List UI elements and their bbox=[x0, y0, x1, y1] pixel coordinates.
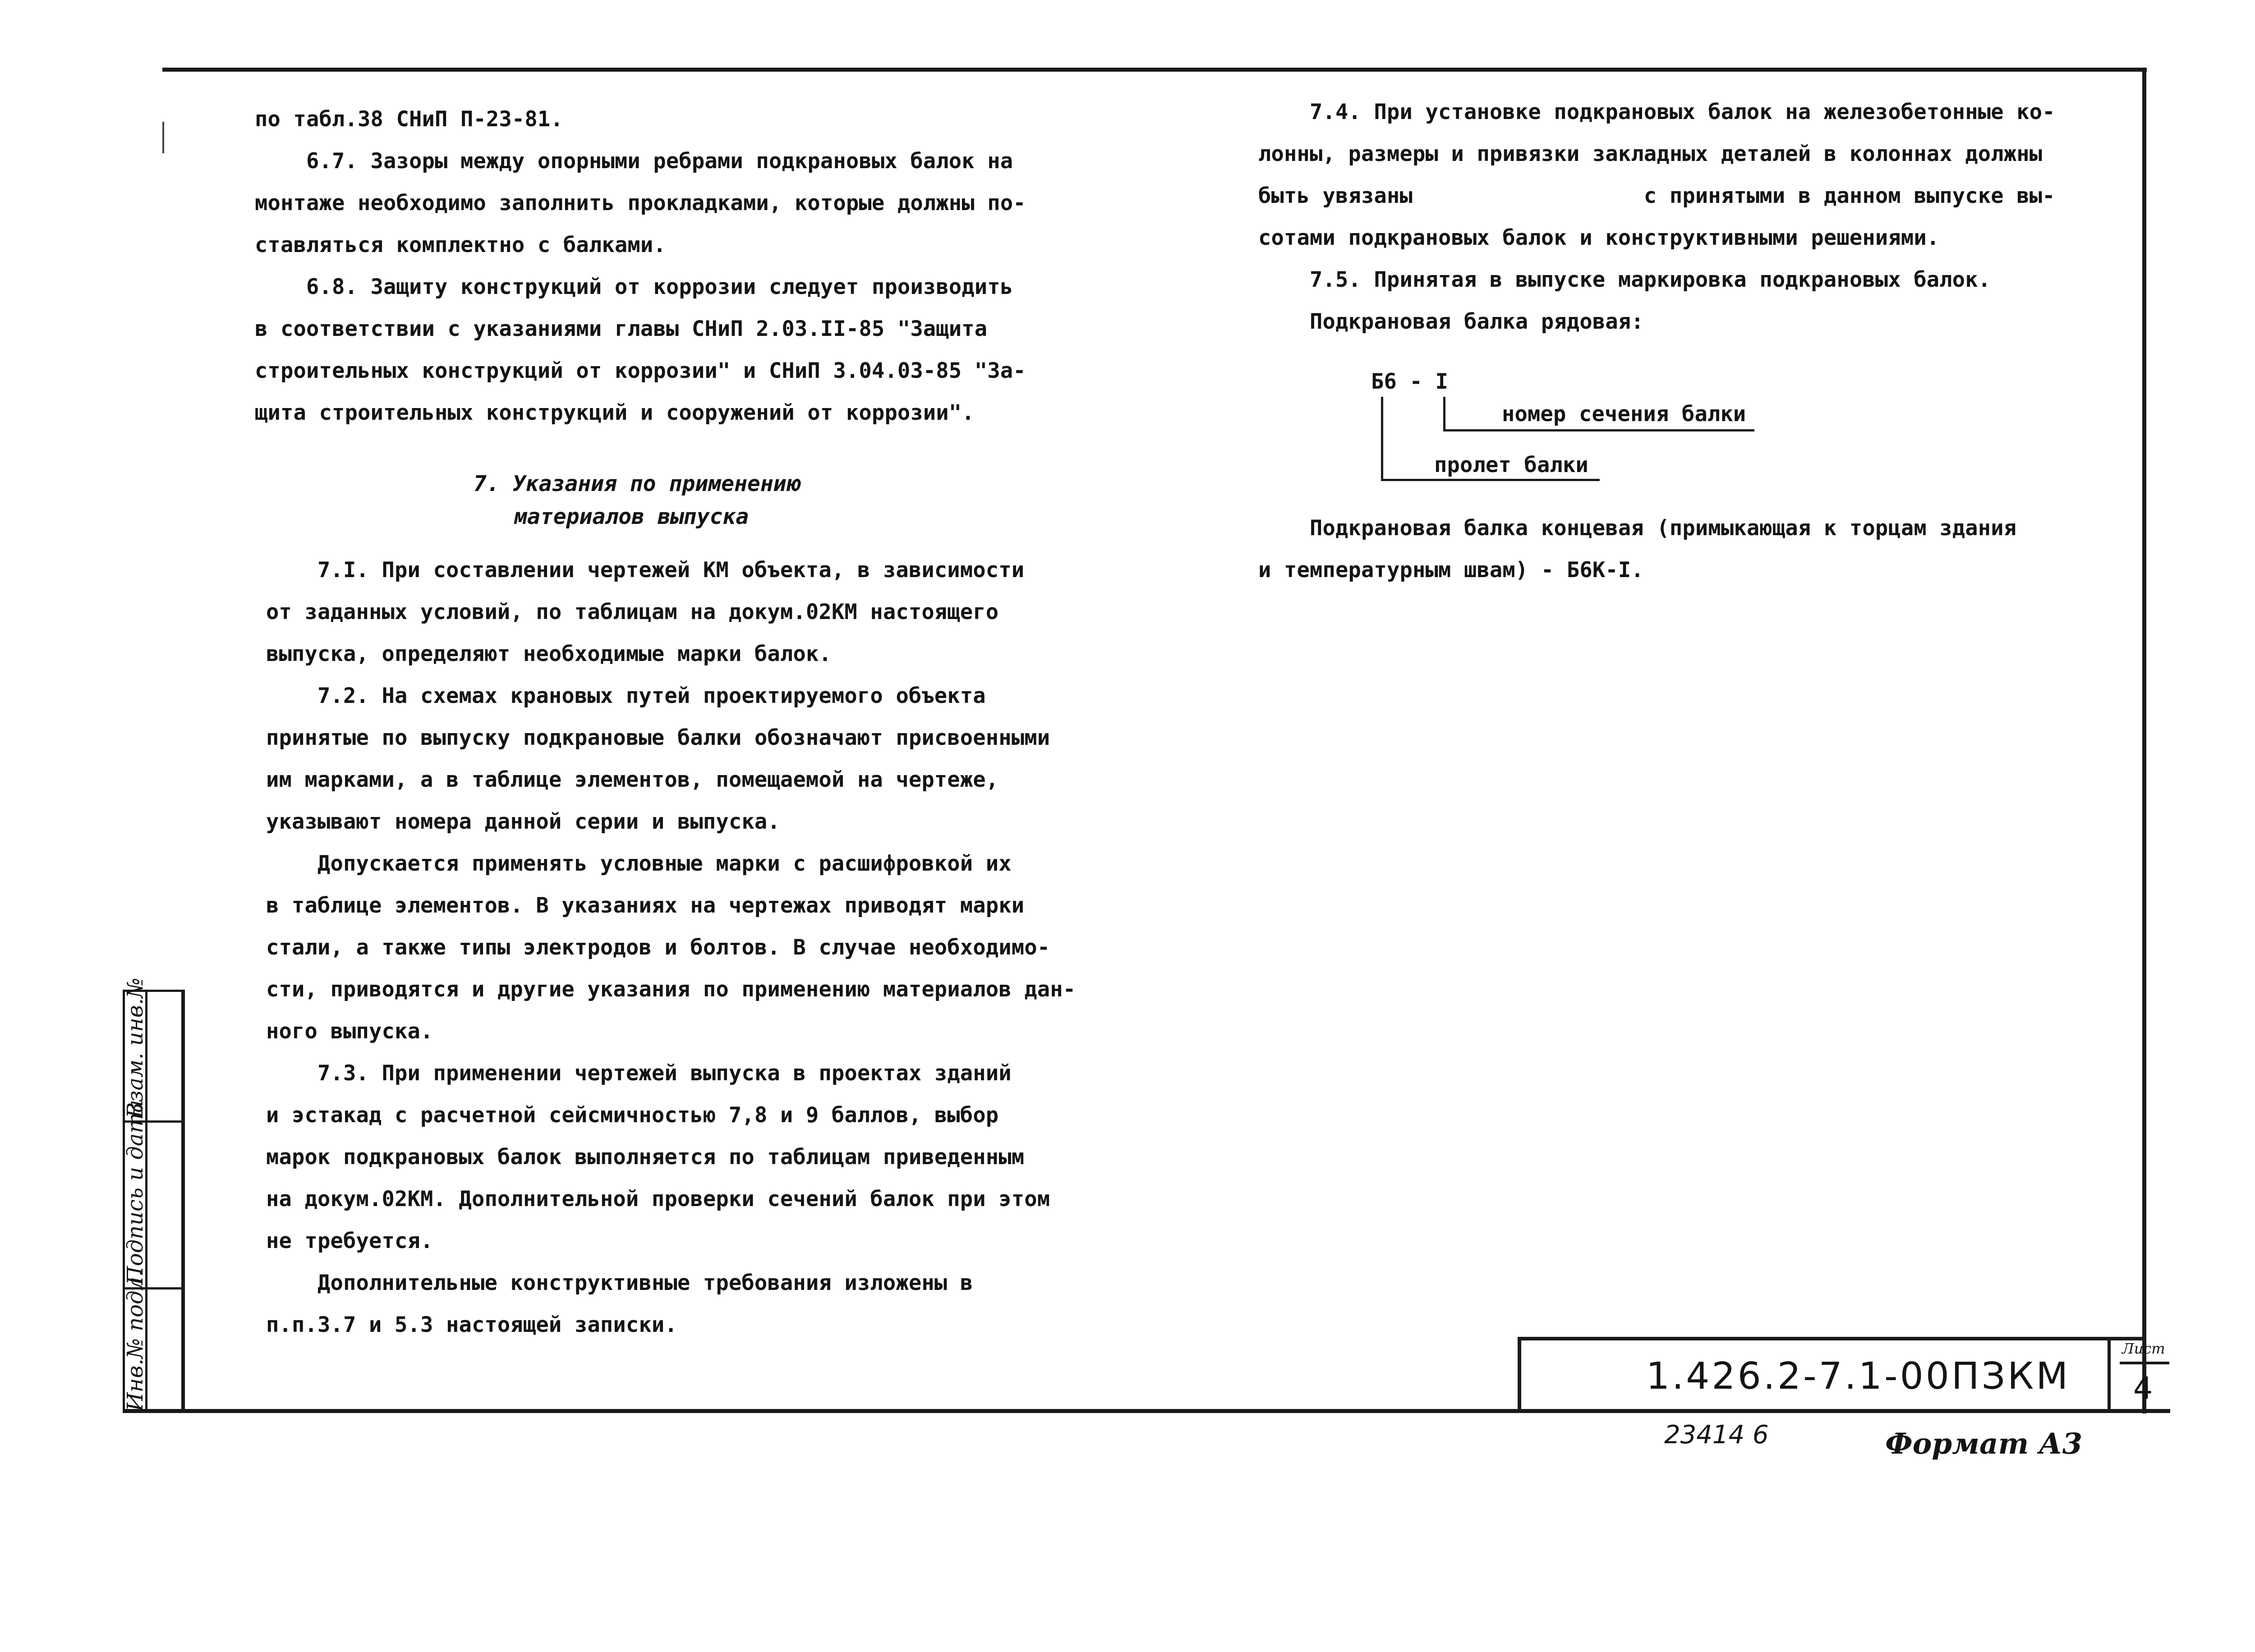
left-line: 7.3. При применении чертежей выпуска в проектах зданий bbox=[266, 1061, 1012, 1086]
inventory-number: 23414 6 bbox=[1664, 1420, 1769, 1450]
left-line: монтаже необходимо заполнить прокладками, которые должны по- bbox=[255, 191, 1026, 216]
left-line: на докум.02КМ. Дополнительной проверки сечений балок при этом bbox=[266, 1187, 1050, 1211]
left-line: в таблице элементов. В указаниях на чертежах приводят марки bbox=[266, 893, 1025, 918]
left-line: указывают номера данной серии и выпуска. bbox=[266, 809, 780, 834]
document-code: 1.426.2-7.1-00ПЗКМ bbox=[1646, 1355, 2071, 1398]
margin-tick bbox=[162, 122, 164, 153]
section-heading: 7. Указания по применению bbox=[474, 471, 800, 496]
left-line: марок подкрановых балок выполняется по таблицам приведенным bbox=[266, 1145, 1025, 1170]
section-heading-continued: материалов выпуска bbox=[514, 504, 749, 529]
left-line: 7.2. На схемах крановых путей проектируемого объекта bbox=[266, 684, 986, 708]
left-line: в соответствии с указаниями главы СНиП 2.03.II-85 "Защита bbox=[255, 317, 988, 341]
stamp-inv-replace: Взам. инв.№ bbox=[123, 977, 148, 1118]
left-line: выпуска, определяют необходимые марки балок. bbox=[266, 642, 832, 666]
right-line: 7.5. Принятая в выпуске маркировка подкрановых балок. bbox=[1258, 267, 1991, 292]
right-line: 7.4. При установке подкрановых балок на железобетонные ко- bbox=[1258, 100, 2055, 124]
left-line: строительных конструкций от коррозии" и СНиП 3.04.03-85 "За- bbox=[255, 358, 1026, 383]
left-line: им марками, а в таблице элементов, помещаемой на чертеже, bbox=[266, 767, 999, 792]
left-line: ставляться комплектно с балками. bbox=[255, 233, 666, 257]
left-line: 6.7. Зазоры между опорными ребрами подкрановых балок на bbox=[255, 149, 1013, 174]
right-line: сотами подкрановых балок и конструктивными решениями. bbox=[1258, 225, 1940, 250]
left-line: ного выпуска. bbox=[266, 1019, 433, 1044]
sheet-label: Лист bbox=[2122, 1340, 2165, 1357]
scheme-mark: Б6 - I bbox=[1371, 369, 1448, 394]
left-line: 7.I. При составлении чертежей КМ объекта, в зависимости bbox=[266, 558, 1025, 583]
left-line: 6.8. Защиту конструкций от коррозии следует производить bbox=[255, 275, 1013, 299]
right-line: Подкрановая балка концевая (примыкающая к торцам здания bbox=[1258, 516, 2017, 541]
title-block-divider bbox=[2108, 1340, 2111, 1411]
frame-top-border bbox=[162, 68, 2147, 72]
scheme-span-leader-vertical bbox=[1381, 397, 1383, 480]
right-line: быть увязаны с принятыми в данном выпуске вы- bbox=[1258, 184, 2055, 208]
left-line: не требуется. bbox=[266, 1229, 433, 1253]
left-line: Дополнительные конструктивные требования изложены в bbox=[266, 1271, 973, 1295]
left-line: по табл.38 СНиП П-23-81. bbox=[255, 107, 563, 132]
scheme-label-span: пролет балки bbox=[1434, 453, 1588, 477]
right-line: лонны, размеры и привязки закладных деталей в колоннах должны bbox=[1258, 142, 2043, 166]
sheet-number: 4 bbox=[2133, 1371, 2153, 1406]
sheet-separator bbox=[2120, 1362, 2169, 1364]
left-line: от заданных условий, по таблицам на докум.02КМ настоящего bbox=[266, 600, 999, 624]
left-line: Допускается применять условные марки с расшифровкой их bbox=[266, 851, 1012, 876]
left-line: стали, а также типы электродов и болтов. В случае необходимо- bbox=[266, 935, 1050, 960]
left-line: и эстакад с расчетной сейсмичностью 7,8 и 9 баллов, выбор bbox=[266, 1103, 999, 1128]
scheme-label-section: номер сечения балки bbox=[1502, 402, 1746, 427]
left-line: щита строительных конструкций и сооружений от коррозии". bbox=[255, 400, 975, 425]
left-line: п.п.3.7 и 5.3 настоящей записки. bbox=[266, 1312, 677, 1337]
right-line: Подкрановая балка рядовая: bbox=[1258, 309, 1644, 334]
frame-right-border bbox=[2142, 68, 2146, 1413]
scheme-section-leader-vertical bbox=[1443, 397, 1445, 431]
side-stamp bbox=[123, 977, 185, 1411]
right-line: и температурным швам) - Б6К-I. bbox=[1258, 558, 1644, 583]
left-line: принятые по выпуску подкрановые балки обозначают присвоенными bbox=[266, 725, 1050, 750]
stamp-inv-original: Инв.№ подл. bbox=[123, 1270, 148, 1411]
format-label: Формат А3 bbox=[1885, 1427, 2083, 1461]
stamp-sign-date: Подпись и дата bbox=[123, 1100, 148, 1285]
left-line: сти, приводятся и другие указания по применению материалов дан- bbox=[266, 977, 1076, 1002]
